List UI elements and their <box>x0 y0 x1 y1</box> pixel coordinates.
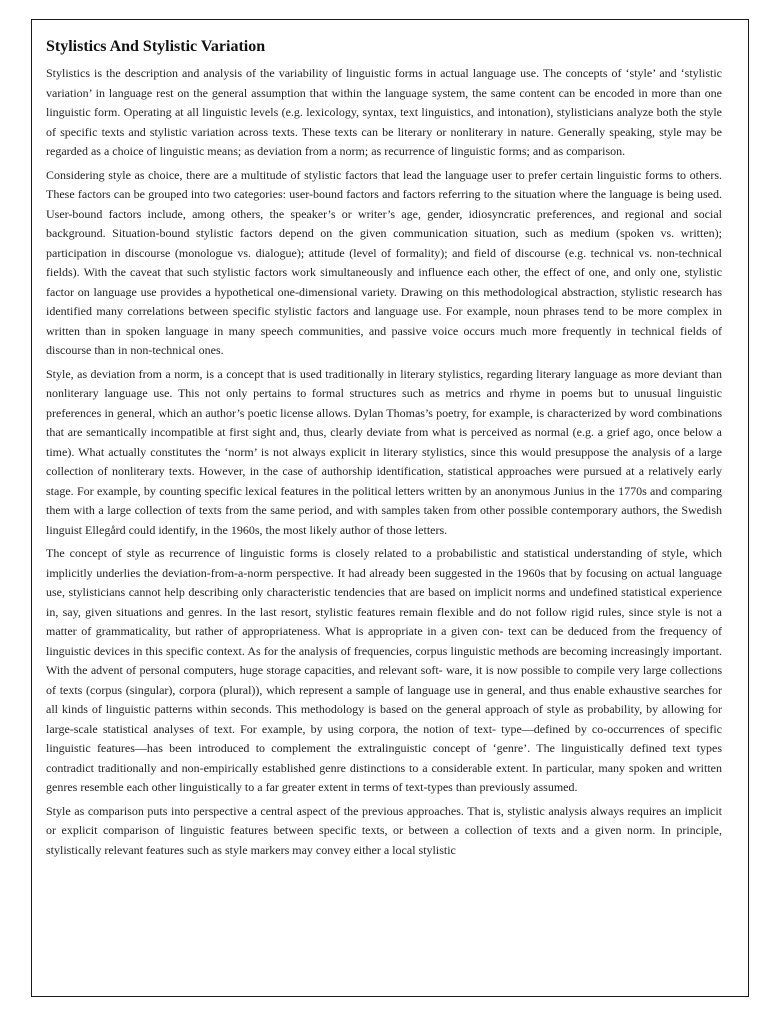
paragraph-definition: Stylistics is the description and analysis of the variability of linguistic forms in actual language use. The concepts of ‘style’ and ‘stylistic variation’ in language rest on the general assumption that within the language system, the same content can be encoded in more than one linguistic form. Operating at all linguistic levels (e.g. lexicology, syntax, text linguistics, and intonation), stylisticians analyze both the style of specific texts and stylistic variation across texts. These texts can be literary or nonliterary in nature. Generally speaking, style may be regarded as a choice of linguistic means; as deviation from a norm; as recurrence of linguistic forms; and as comparison. <box>46 66 722 158</box>
document-title: Stylistics And Stylistic Variation <box>46 38 266 55</box>
document-page <box>31 19 749 997</box>
paragraph-style-as-comparison: Style as comparison puts into perspective a central aspect of the previous approaches. That is, stylistic analysis always requires an implicit or explicit comparison of linguistic features between specific texts, or between a collection of texts and a given norm. In principle, stylistically relevant features such as style markers may convey either a local stylistic <box>46 803 722 857</box>
paragraph-style-as-deviation: Style, as deviation from a norm, is a concept that is used traditionally in literary stylistics, regarding literary language as more deviant than nonliterary language use. This not only pertains to formal structures such as metrics and rhyme in poems but to unusual linguistic preferences in general, which an author’s poetic license allows. Dylan Thomas’s poetry, for example, is characterized by word combinations that are semantically incompatible at first sight and, thus, clearly deviate from what is perceived as normal (e.g. a grief ago, once below a time). What actually constitutes the ‘norm’ is not always explicit in literary stylistics, since this would presuppose the analysis of a large collection of nonliterary texts. However, in the case of authorship identification, statistical approaches were pursued at a relatively early stage. For example, by counting specific lexical features in the political letters written by an anonymous Junius in the 1770s and comparing them with a large collection of texts from the same period, and with samples taken from other possible contemporary authors, the Swedish linguist Ellegård could identify, in the 1960s, the most likely author of those letters. <box>46 366 722 537</box>
paragraph-style-as-recurrence: The concept of style as recurrence of linguistic forms is closely related to a probabilistic and statistical understanding of style, which implicitly underlies the deviation-from-a-norm perspective. It had already been suggested in the 1960s that by focusing on actual language use, stylisticians cannot help describing only characteristic tendencies that are based on implicit norms and undefined statistical experience in, say, given situations and genres. In the last resort, stylistic features remain flexible and do not follow rigid rules, since style is not a matter of grammaticality, but rather of appropriateness. What is appropriate in a given con- text can be deduced from the frequency of linguistic devices in this specific context. As for the analysis of frequencies, corpus linguistic methods are becoming increasingly important. With the advent of personal computers, huge storage capacities, and relevant soft- ware, it is now possible to compile very large collections of texts (corpus (singular), corpora (plural)), which represent a sample of language use in general, and thus enable exhaustive searches for all kinds of linguistic patterns within seconds. This methodology is based on the general approach of style as probability, by allowing for large-scale statistical analyses of text. For example, by using corpora, the notion of text- type—defined by co-occurrences of specific linguistic features—has been introduced to complement the extralinguistic concept of ‘genre’. The linguistically defined text types contradict traditionally and non-empirically established genre distinctions to a considerable extent. In particular, many spoken and written genres resemble each other linguistically to a far greater extent in terms of text-types than previously assumed. <box>46 546 722 794</box>
paragraph-style-as-choice: Considering style as choice, there are a multitude of stylistic factors that lead the language user to prefer certain linguistic forms to others. These factors can be grouped into two categories: user-bound factors and factors referring to the situation where the language is being used. User-bound factors include, among others, the speaker’s or writer’s age, gender, idiosyncratic preferences, and regional and social background. Situation-bound stylistic factors depend on the given communication situation, such as medium (spoken vs. written); participation in discourse (monologue vs. dialogue); attitude (level of formality); and field of discourse (e.g. technical vs. non-technical fields). With the caveat that such stylistic factors work simultaneously and influence each other, the effect of one, and only one, stylistic factor on language use provides a hypothetical one-dimensional variety. Drawing on this methodological abstraction, stylistic research has identified many correlations between specific stylistic factors and language use. For example, noun phrases tend to be more complex in written than in spoken language in many speech communities, and passive voice occurs much more frequently in technical fields of discourse than in non-technical ones. <box>46 167 722 357</box>
